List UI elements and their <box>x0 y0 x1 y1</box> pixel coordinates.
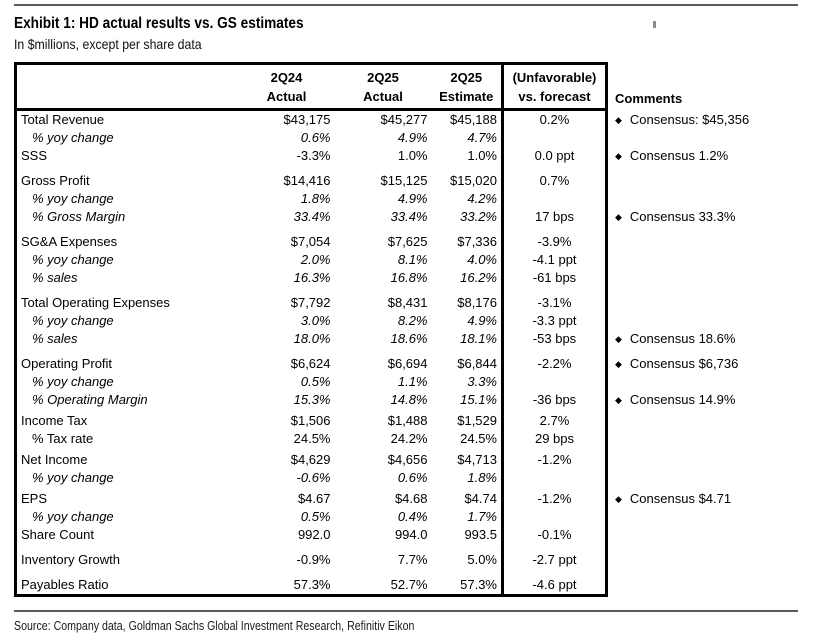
row-label-cell: EPS <box>16 490 239 508</box>
value-2q24-actual-cell: $4.67 <box>297 491 331 506</box>
value-2q25-estimate-cell: $4.74 <box>464 491 497 506</box>
table-row <box>16 576 797 596</box>
value-2q24-actual-cell: 992.0 <box>297 527 331 542</box>
value-2q24-actual-cell: 0.5% <box>300 509 331 524</box>
value-vs-forecast-cell: 0.7% <box>503 172 607 190</box>
row-label-cell <box>16 287 239 294</box>
value-2q25-actual-cell: $4.68 <box>394 491 428 506</box>
value-2q25-actual-cell: 4.9% <box>397 191 428 206</box>
comment-cell <box>607 294 797 312</box>
comment-cell <box>607 330 797 348</box>
comment-cell <box>607 110 797 130</box>
col-header-line1: 2Q24 <box>270 70 303 85</box>
value-vs-forecast-cell <box>503 508 607 526</box>
comment-cell <box>607 348 797 355</box>
comment-cell <box>607 526 797 544</box>
diamond-bullet-icon: ◆ <box>615 494 622 504</box>
value-2q25-estimate-cell <box>432 348 503 355</box>
table-row <box>16 373 797 391</box>
row-label-cell: % yoy change <box>16 469 239 487</box>
table-row <box>16 391 797 409</box>
value-2q25-estimate-cell <box>432 544 503 551</box>
comment-cell <box>607 172 797 190</box>
group-spacer-row <box>16 287 797 294</box>
header-row <box>16 64 797 110</box>
value-2q24-actual-cell: $14,416 <box>283 173 331 188</box>
value-2q25-actual-cell: 994.0 <box>394 527 428 542</box>
value-2q25-estimate-cell: 18.1% <box>460 331 497 346</box>
comment-cell <box>607 551 797 569</box>
source-note: Source: Company data, Goldman Sachs Global Investment Research, Refinitiv Eikon <box>14 619 415 633</box>
row-label-cell: % yoy change <box>16 129 239 147</box>
value-2q25-estimate-cell: 1.0% <box>467 148 497 163</box>
table-row <box>16 526 797 544</box>
row-label-cell: % sales <box>16 330 239 348</box>
value-2q25-estimate-cell: $15,020 <box>450 173 497 188</box>
row-label-cell: SG&A Expenses <box>16 233 239 251</box>
table-row <box>16 508 797 526</box>
comment-cell <box>607 312 797 330</box>
value-2q25-actual-cell: 14.8% <box>390 392 428 407</box>
group-spacer-row <box>16 165 797 172</box>
value-2q25-estimate-cell: $7,336 <box>457 234 497 249</box>
row-label-cell: Net Income <box>16 451 239 469</box>
top-divider <box>14 4 798 6</box>
table-row <box>16 412 797 430</box>
value-2q24-actual-cell: 0.6% <box>300 130 331 145</box>
diamond-bullet-icon: ◆ <box>615 115 622 125</box>
comment-cell <box>607 129 797 147</box>
col-header-2q24-actual <box>239 64 335 110</box>
value-2q25-estimate-cell: 57.3% <box>432 576 503 596</box>
value-vs-forecast-cell <box>503 469 607 487</box>
value-2q25-actual-cell: $45,277 <box>380 112 428 127</box>
comment-cell <box>607 269 797 287</box>
value-2q25-actual-cell: 7.7% <box>397 552 428 567</box>
value-2q25-actual-cell <box>335 287 432 294</box>
row-label-cell: % yoy change <box>16 312 239 330</box>
value-2q25-actual-cell: $15,125 <box>380 173 428 188</box>
row-label-cell: Inventory Growth <box>16 551 239 569</box>
value-2q25-estimate-cell <box>432 569 503 576</box>
value-vs-forecast-cell: 29 bps <box>503 430 607 448</box>
comment-cell <box>607 287 797 294</box>
value-2q24-actual-cell <box>239 348 335 355</box>
value-2q25-estimate-cell: 1.7% <box>467 509 497 524</box>
diamond-bullet-icon: ◆ <box>615 151 622 161</box>
row-label-cell: % yoy change <box>16 373 239 391</box>
value-2q24-actual-cell <box>239 287 335 294</box>
table-row <box>16 451 797 469</box>
value-2q24-actual-cell: 0.5% <box>300 374 331 389</box>
comment-cell <box>607 373 797 391</box>
value-2q24-actual-cell <box>239 544 335 551</box>
value-vs-forecast-cell: -2.7 ppt <box>503 551 607 569</box>
value-2q25-estimate-cell <box>432 226 503 233</box>
comment-text: Consensus: $45,356 <box>629 112 750 127</box>
value-2q24-actual-cell: 18.0% <box>293 331 331 346</box>
table-row <box>16 190 797 208</box>
value-2q24-actual-cell <box>239 569 335 576</box>
row-label-cell: % Tax rate <box>16 430 239 448</box>
row-label-cell <box>16 544 239 551</box>
value-2q25-actual-cell <box>335 165 432 172</box>
col-header-2q25-estimate <box>432 64 503 110</box>
value-2q25-actual-cell: 0.6% <box>397 470 428 485</box>
value-2q25-estimate-cell: 15.1% <box>460 392 497 407</box>
comment-cell <box>607 208 797 226</box>
table-row <box>16 208 797 226</box>
diamond-bullet-icon: ◆ <box>615 359 622 369</box>
value-2q24-actual-cell: 3.0% <box>300 313 331 328</box>
col-header-line2: Actual <box>363 89 403 104</box>
value-2q25-estimate-cell: $8,176 <box>457 295 497 310</box>
table-row <box>16 251 797 269</box>
diamond-bullet-icon: ◆ <box>615 334 622 344</box>
value-2q24-actual-cell: -0.9% <box>296 552 331 567</box>
value-2q25-estimate-cell <box>432 287 503 294</box>
col-header-line1: (Unfavorable) <box>512 70 597 85</box>
row-label-cell: % yoy change <box>16 190 239 208</box>
row-label-cell: Total Operating Expenses <box>16 294 239 312</box>
value-vs-forecast-cell <box>503 287 607 294</box>
value-2q25-actual-cell: 18.6% <box>390 331 428 346</box>
comment-cell <box>607 569 797 576</box>
value-vs-forecast-cell: -1.2% <box>503 451 607 469</box>
diamond-bullet-icon: ◆ <box>615 395 622 405</box>
diamond-bullet-icon: ◆ <box>615 212 622 222</box>
table-row <box>16 312 797 330</box>
value-2q25-estimate-cell: 4.7% <box>467 130 497 145</box>
table-row <box>16 355 797 373</box>
row-label-cell: Share Count <box>16 526 239 544</box>
row-label-cell: % yoy change <box>16 251 239 269</box>
row-label-cell <box>16 165 239 172</box>
value-2q25-actual-cell: $8,431 <box>387 295 428 310</box>
col-header-line2: vs. forecast <box>518 89 591 104</box>
value-2q25-actual-cell: 0.4% <box>397 509 428 524</box>
value-2q24-actual-cell: $7,054 <box>290 234 331 249</box>
value-2q25-estimate-cell: 1.8% <box>467 470 497 485</box>
col-header-line1: 2Q25 <box>450 70 483 85</box>
table-row <box>16 110 797 130</box>
value-2q25-actual-cell: $1,488 <box>387 413 428 428</box>
row-label-cell: Gross Profit <box>16 172 239 190</box>
table-row <box>16 172 797 190</box>
value-vs-forecast-cell: -2.2% <box>503 355 607 373</box>
value-vs-forecast-cell <box>503 129 607 147</box>
value-2q25-actual-cell: 24.2% <box>390 431 428 446</box>
value-vs-forecast-cell <box>503 165 607 172</box>
value-2q25-estimate-cell: 993.5 <box>464 527 497 542</box>
row-label-cell: % Operating Margin <box>16 391 239 409</box>
row-label-cell <box>16 348 239 355</box>
value-2q25-estimate-cell <box>432 165 503 172</box>
value-2q24-actual-cell: $4,629 <box>290 452 331 467</box>
value-2q25-estimate-cell: 33.2% <box>460 209 497 224</box>
value-2q24-actual-cell: 15.3% <box>293 392 331 407</box>
value-2q25-actual-cell: 8.2% <box>397 313 428 328</box>
value-2q25-actual-cell: 1.0% <box>397 148 428 163</box>
value-2q25-actual-cell: 1.1% <box>397 374 428 389</box>
comment-cell <box>607 469 797 487</box>
value-2q25-estimate-cell: 4.2% <box>467 191 497 206</box>
value-2q25-actual-cell: 16.8% <box>390 270 428 285</box>
value-vs-forecast-cell <box>503 373 607 391</box>
comment-cell <box>607 412 797 430</box>
col-header-unfavorable-vs-forecast <box>503 64 607 110</box>
value-vs-forecast-cell: 17 bps <box>503 208 607 226</box>
value-2q25-estimate-cell: $1,529 <box>457 413 497 428</box>
comment-text: Consensus 1.2% <box>629 148 729 163</box>
comment-cell <box>607 451 797 469</box>
value-2q25-actual-cell: 4.9% <box>397 130 428 145</box>
value-vs-forecast-cell: -61 bps <box>503 269 607 287</box>
value-2q24-actual-cell: 57.3% <box>239 576 335 596</box>
group-spacer-row <box>16 348 797 355</box>
row-label-cell: Payables Ratio <box>16 576 239 596</box>
comment-text: Consensus $6,736 <box>629 356 739 371</box>
comment-cell <box>607 226 797 233</box>
value-2q25-estimate-cell: $6,844 <box>457 356 497 371</box>
value-vs-forecast-cell <box>503 226 607 233</box>
comment-cell <box>607 544 797 551</box>
comment-cell <box>607 430 797 448</box>
value-2q25-actual-cell: 8.1% <box>397 252 428 267</box>
value-2q25-estimate-cell: 16.2% <box>460 270 497 285</box>
exhibit-subtitle: In $millions, except per share data <box>14 36 202 52</box>
value-2q25-actual-cell <box>335 544 432 551</box>
group-spacer-row <box>16 226 797 233</box>
value-2q24-actual-cell: 33.4% <box>293 209 331 224</box>
row-label-cell <box>16 569 239 576</box>
value-2q25-actual-cell <box>335 569 432 576</box>
table-row <box>16 294 797 312</box>
comment-cell <box>607 490 797 508</box>
exhibit-title: Exhibit 1: HD actual results vs. GS estimates <box>14 15 304 32</box>
value-vs-forecast-cell: -3.3 ppt <box>503 312 607 330</box>
table-row <box>16 330 797 348</box>
value-vs-forecast-cell <box>503 190 607 208</box>
comment-cell <box>607 233 797 251</box>
row-label-cell: SSS <box>16 147 239 165</box>
value-2q24-actual-cell: 2.0% <box>300 252 331 267</box>
value-2q25-estimate-cell: 5.0% <box>467 552 497 567</box>
row-label-cell <box>16 226 239 233</box>
comment-text: Consensus 33.3% <box>629 209 736 224</box>
value-2q24-actual-cell: $6,624 <box>290 356 331 371</box>
table-row <box>16 269 797 287</box>
value-vs-forecast-cell: -4.1 ppt <box>503 251 607 269</box>
col-header-comments: Comments <box>615 90 683 106</box>
group-spacer-row <box>16 544 797 551</box>
value-2q25-estimate-cell: 4.9% <box>467 313 497 328</box>
row-label-column-header <box>16 64 239 110</box>
value-2q25-estimate-cell: $4,713 <box>457 452 497 467</box>
value-vs-forecast-cell: 2.7% <box>503 412 607 430</box>
value-2q25-actual-cell <box>335 226 432 233</box>
value-vs-forecast-cell <box>503 348 607 355</box>
value-vs-forecast-cell: -3.1% <box>503 294 607 312</box>
row-label-cell: % sales <box>16 269 239 287</box>
value-2q25-estimate-cell: 4.0% <box>467 252 497 267</box>
value-2q25-estimate-cell: 24.5% <box>460 431 497 446</box>
value-2q24-actual-cell: 16.3% <box>293 270 331 285</box>
value-2q25-actual-cell: 52.7% <box>335 576 432 596</box>
row-label-cell: Total Revenue <box>16 110 239 130</box>
table-row <box>16 147 797 165</box>
value-2q24-actual-cell: -0.6% <box>296 470 331 485</box>
table-row <box>16 490 797 508</box>
table-row <box>16 129 797 147</box>
comment-cell <box>607 508 797 526</box>
value-2q25-actual-cell: $7,625 <box>387 234 428 249</box>
value-vs-forecast-cell: -1.2% <box>503 490 607 508</box>
row-label-cell: % Gross Margin <box>16 208 239 226</box>
comment-cell <box>607 190 797 208</box>
row-label-cell: % yoy change <box>16 508 239 526</box>
value-vs-forecast-cell: -4.6 ppt <box>503 576 607 596</box>
table-row <box>16 469 797 487</box>
col-header-line2: Actual <box>266 89 307 104</box>
value-2q24-actual-cell: $43,175 <box>283 112 331 127</box>
value-vs-forecast-cell <box>503 544 607 551</box>
comment-cell <box>607 251 797 269</box>
comment-cell <box>607 355 797 373</box>
comment-cell <box>607 391 797 409</box>
col-header-line1: 2Q25 <box>367 70 399 85</box>
row-label-cell: Operating Profit <box>16 355 239 373</box>
comment-text: Consensus 18.6% <box>629 331 736 346</box>
value-vs-forecast-cell <box>503 569 607 576</box>
table-row <box>16 430 797 448</box>
table-row <box>16 233 797 251</box>
value-vs-forecast-cell: 0.0 ppt <box>503 147 607 165</box>
comment-cell <box>607 576 797 596</box>
value-vs-forecast-cell: -0.1% <box>503 526 607 544</box>
group-spacer-row <box>16 569 797 576</box>
value-2q25-actual-cell <box>335 348 432 355</box>
value-vs-forecast-cell: -53 bps <box>503 330 607 348</box>
value-2q24-actual-cell: $7,792 <box>290 295 331 310</box>
value-2q24-actual-cell: -3.3% <box>296 148 331 163</box>
value-2q24-actual-cell <box>239 165 335 172</box>
table-row <box>16 551 797 569</box>
value-2q24-actual-cell: 24.5% <box>293 431 331 446</box>
results-table <box>14 62 798 597</box>
comment-cell <box>607 147 797 165</box>
value-2q24-actual-cell: 1.8% <box>300 191 331 206</box>
col-header-2q25-actual <box>335 64 432 110</box>
value-vs-forecast-cell: -36 bps <box>503 391 607 409</box>
value-2q25-estimate-cell: 3.3% <box>467 374 497 389</box>
value-2q24-actual-cell: $1,506 <box>290 413 331 428</box>
value-2q24-actual-cell <box>239 226 335 233</box>
comment-cell <box>607 165 797 172</box>
value-2q25-estimate-cell: $45,188 <box>450 112 497 127</box>
value-vs-forecast-cell: 0.2% <box>503 110 607 130</box>
comment-text: Consensus 14.9% <box>629 392 736 407</box>
value-2q25-actual-cell: $4,656 <box>387 452 428 467</box>
value-vs-forecast-cell: -3.9% <box>503 233 607 251</box>
row-label-cell: Income Tax <box>16 412 239 430</box>
comment-text: Consensus $4.71 <box>629 491 732 506</box>
footer-divider <box>14 610 798 612</box>
value-2q25-actual-cell: $6,694 <box>387 356 428 371</box>
col-header-line2: Estimate <box>439 89 494 104</box>
value-2q25-actual-cell: 33.4% <box>390 209 428 224</box>
